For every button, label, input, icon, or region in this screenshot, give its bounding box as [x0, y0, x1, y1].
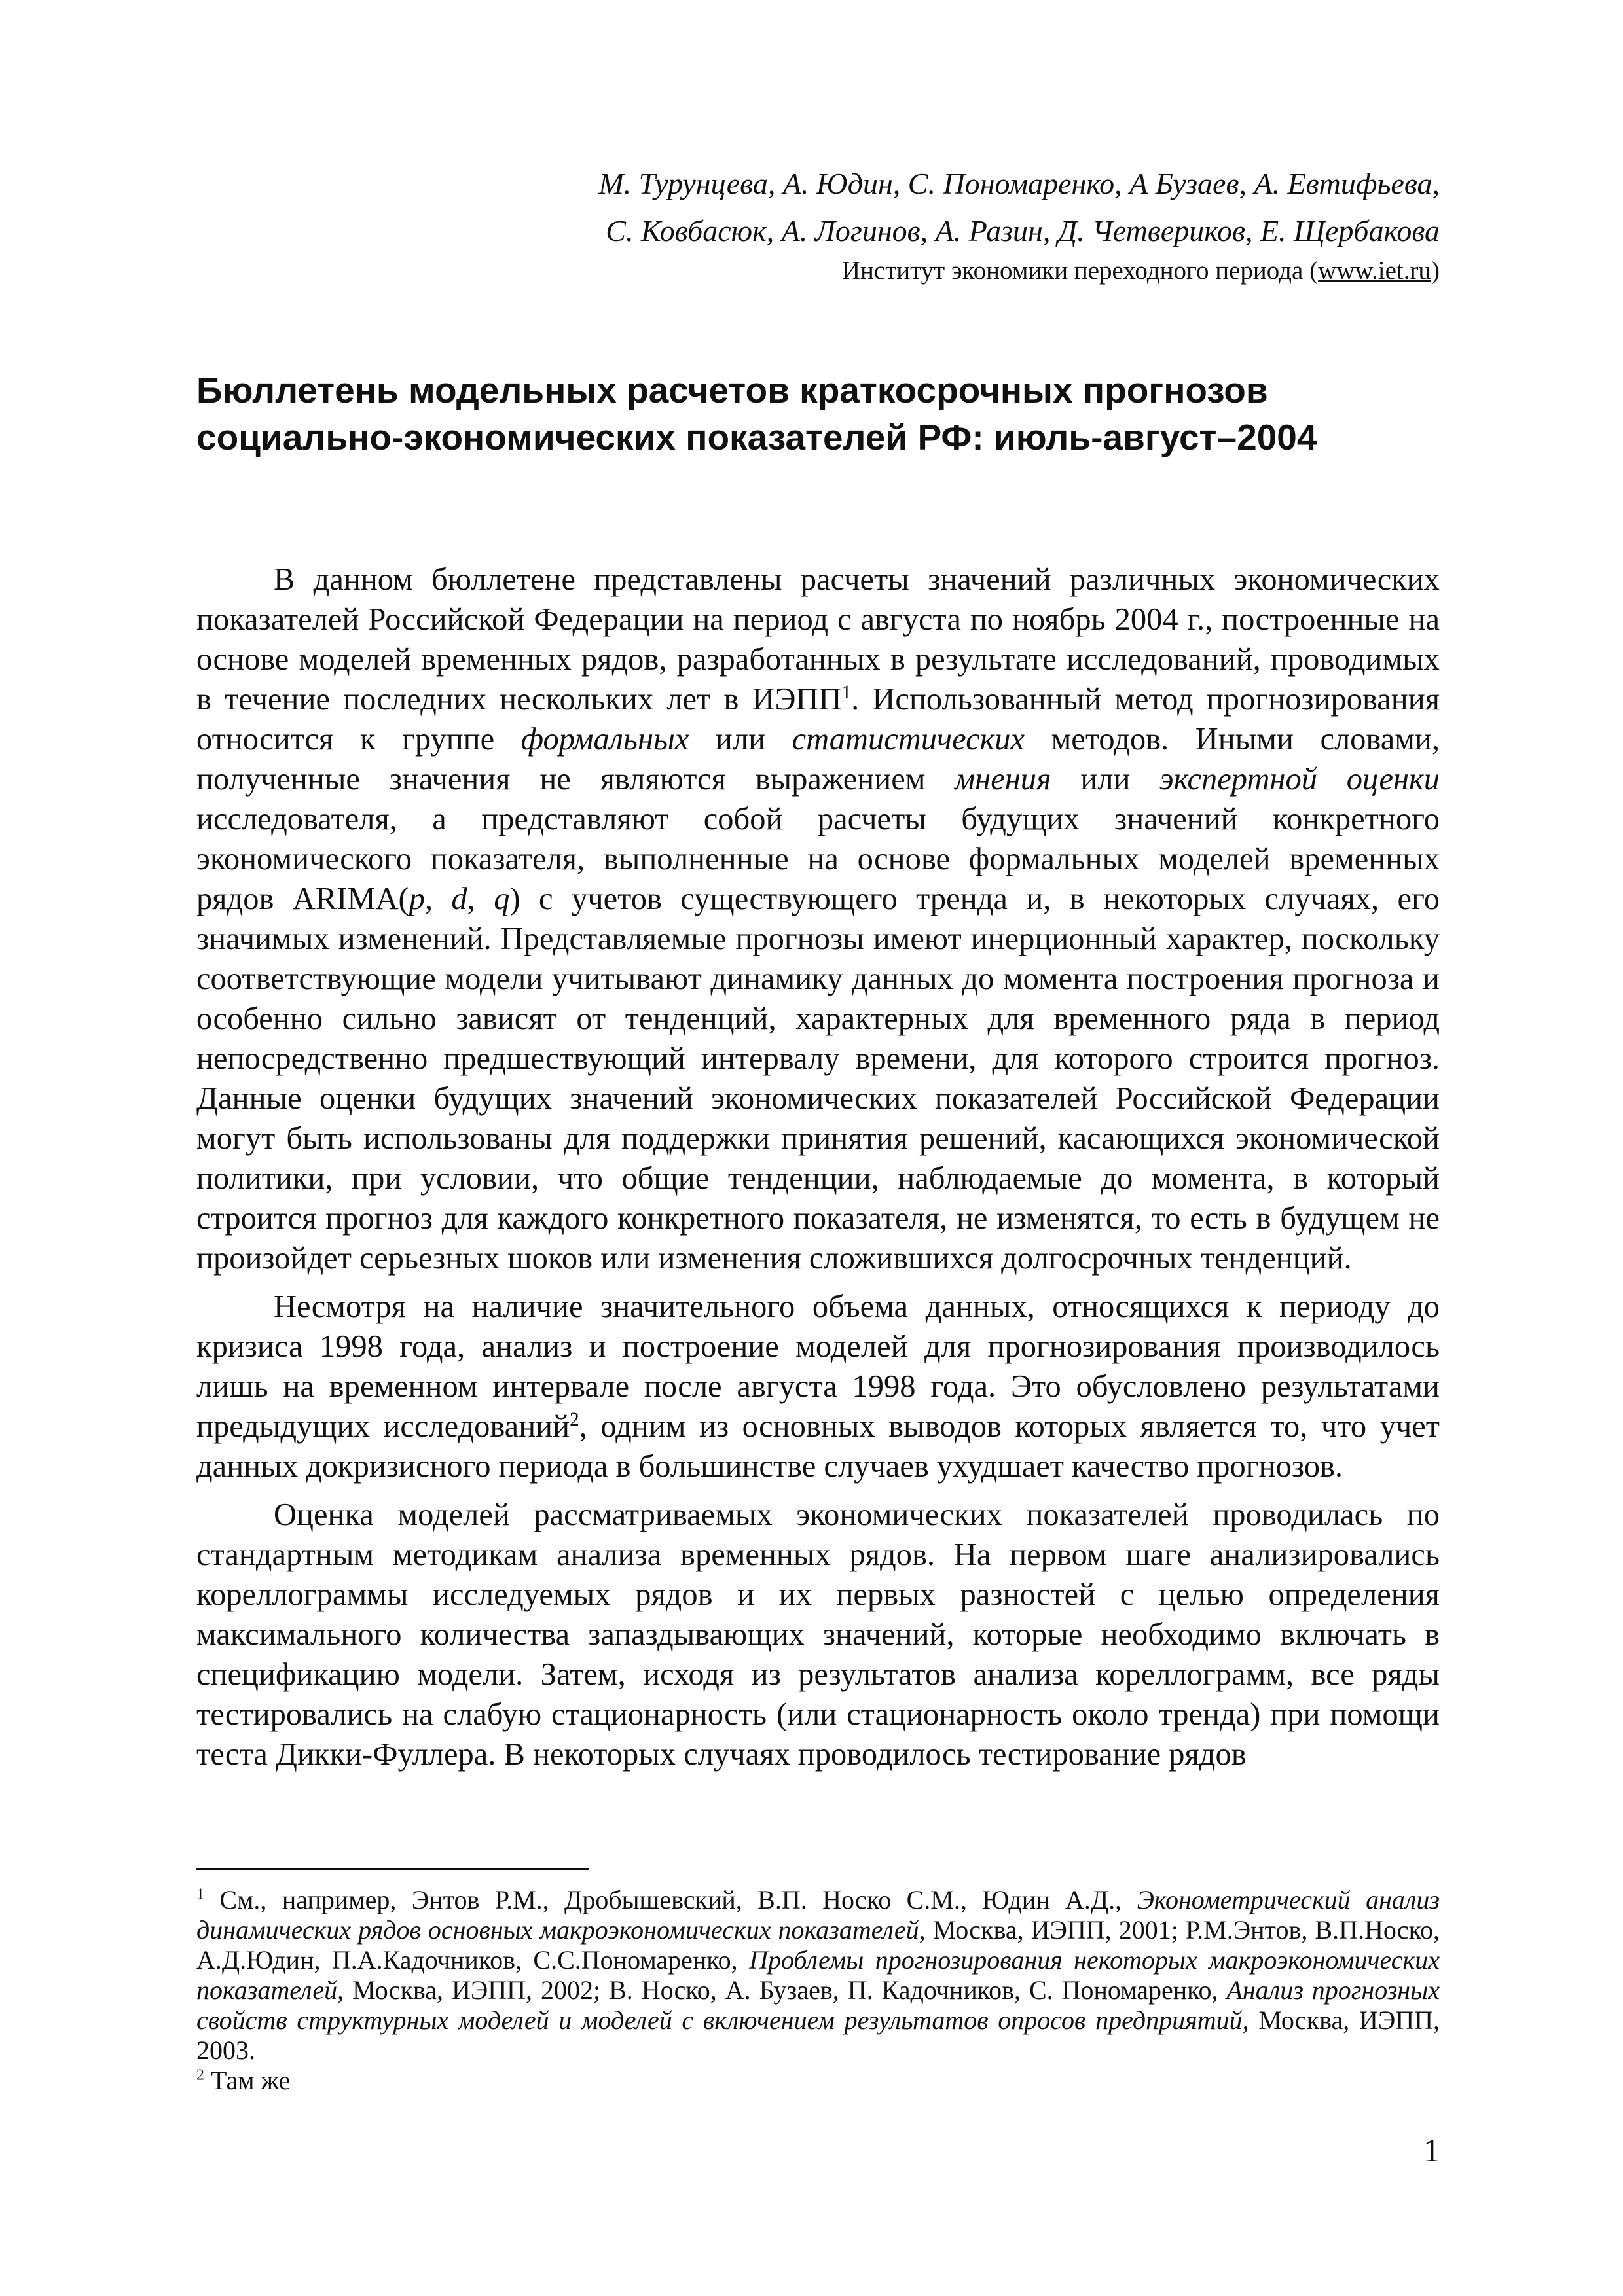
footnote-1-mark: 1 — [196, 1886, 204, 1903]
footnote-ref-1[interactable]: 1 — [841, 681, 852, 703]
authors-block — [196, 160, 1440, 255]
p1-emphasis-opinion: мнения — [955, 762, 1051, 797]
paragraph-3: Оценка моделей рассматриваемых экономических показателей проводилась по стандартным методикам анализа временных рядов. На первом шаге анализировались кореллограммы исследуемых рядов и их первых разностей с целью определения максимального количества запаздывающих значений, которые необходимо включать в спецификацию модели. Затем, исходя из результатов анализа кореллограмм, все ряды тестировались на слабую стационарность (или стационарность около тренда) при помощи теста Дикки-Фуллера. В некоторых случаях проводилось тестирование рядов — [196, 1498, 1440, 1772]
p1-emphasis-statistical: статистических — [792, 722, 1025, 757]
institute-line — [196, 254, 1440, 288]
paragraph-2 — [196, 1287, 1440, 1486]
arima-comma-1: , — [424, 882, 452, 916]
p1-text-6: исследователя, а представляют собой расчеты будущих значений конкретного экономического показателя, выполненные на основе формальных моделей временных рядов ARIMA( — [196, 802, 1440, 916]
title-line-1: Бюллетень модельных расчетов краткосрочных прогнозов — [196, 370, 1268, 410]
footnote-1-text-d: , Москва, ИЭПП, 2003. — [196, 2005, 1440, 2065]
footnote-1-title-3: Анализ прогнозных свойств структурных моделей и моделей с включением результатов опросов предприятий — [196, 1975, 1440, 2035]
authors-line-1: М. Турунцева, А. Юдин, С. Пономаренко, А Бузаев, А. Евтифьева, — [598, 167, 1440, 200]
footnote-1-text-a: См., например, Энтов Р.М., Дробышевский, В.П. Носко С.М., Юдин А.Д., — [204, 1885, 1137, 1914]
institute-link[interactable]: www.iet.ru — [1318, 257, 1431, 285]
p1-text-5: или — [1051, 762, 1160, 797]
paragraph-1 — [196, 560, 1440, 1278]
arima-comma-2: , — [467, 882, 494, 916]
footnote-1-text-b: , Москва, ИЭПП, 2001; Р.М.Энтов, В.П.Носко, А.Д.Юдин, П.А.Кадочников, С.С.Пономаренко, — [196, 1915, 1440, 1975]
page-title — [196, 367, 1440, 461]
p2-text-1: Несмотря на наличие значительного объема данных, относящихся к периоду до кризиса 1998 года, анализ и построение моделей для прогнозирования производилось лишь на временном интервале после августа 1998 года. Это обусловлено результатами предыдущих исследований — [196, 1289, 1440, 1444]
institute-close-paren: ) — [1431, 257, 1440, 285]
footnote-2 — [196, 2066, 1440, 2096]
authors-line-2: С. Ковбасюк, А. Логинов, А. Разин, Д. Четвериков, Е. Щербакова — [606, 214, 1440, 247]
arima-d: d — [451, 882, 467, 916]
arima-q: q — [494, 882, 510, 916]
footnote-ref-2[interactable]: 2 — [570, 1408, 579, 1430]
p2-text-2: , одним из основных выводов которых является то, что учет данных докризисного периода в большинстве случаев ухудшает качество прогнозов. — [196, 1409, 1440, 1484]
footnote-2-mark: 2 — [196, 2066, 204, 2084]
p1-text-1: В данном бюллетене представлены расчеты значений различных экономических показателей Российской Федерации на период с августа по ноябрь 2004 г., построенные на основе моделей временных рядов, разработанных в результате исследований, проводимых в течение последних нескольких лет в ИЭПП — [196, 562, 1440, 717]
institute-name: Институт экономики переходного периода ( — [841, 257, 1319, 285]
footnote-1-title-2: Проблемы прогнозирования некоторых макроэкономических показателей — [196, 1945, 1440, 2005]
p1-emphasis-formal: формальных — [520, 722, 689, 757]
footnote-2-text: Там же — [204, 2066, 291, 2095]
title-line-2: социально-экономических показателей РФ: июль-август–2004 — [196, 417, 1317, 457]
p1-emphasis-expert: экспертной оценки — [1159, 762, 1440, 797]
footnotes-block — [196, 1885, 1440, 2096]
page-number: 1 — [1423, 2132, 1440, 2168]
arima-p: p — [409, 882, 425, 916]
p1-text-4: методов. Иными словами, полученные значения не являются выражением — [196, 722, 1440, 797]
footnote-1-text-c: , Москва, ИЭПП, 2002; В. Носко, А. Бузаев, П. Кадочников, С. Пономаренко, — [337, 1975, 1227, 2005]
p1-text-7: ) с учетов существующего тренда и, в некоторых случаях, его значимых изменений. Представляемые прогнозы имеют инерционный характер, поскольку соответствующие модели учитывают динамику данных до момента построения прогноза и особенно сильно зависят от тенденций, характерных для временного ряда в период непосредственно предшествующий интервалу времени, для которого строится прогноз. Данные оценки будущих значений экономических показателей Российской Федерации могут быть использованы для поддержки принятия решений, касающихся экономической политики, при условии, что общие тенденции, наблюдаемые до момента, в который строится прогноз для каждого конкретного показателя, не изменятся, то есть в будущем не произойдет серьезных шоков или изменения сложившихся долгосрочных тенденций. — [196, 882, 1440, 1276]
footnote-divider — [196, 1868, 589, 1870]
p1-text-3: или — [689, 722, 792, 757]
p1-text-2: . Использованный метод прогнозирования относится к группе — [196, 682, 1440, 757]
footnote-1 — [196, 1885, 1440, 2066]
body-text — [196, 560, 1440, 1783]
footnote-1-title-1: Эконометрический анализ динамических рядов основных макроэкономических показателей — [196, 1885, 1440, 1945]
